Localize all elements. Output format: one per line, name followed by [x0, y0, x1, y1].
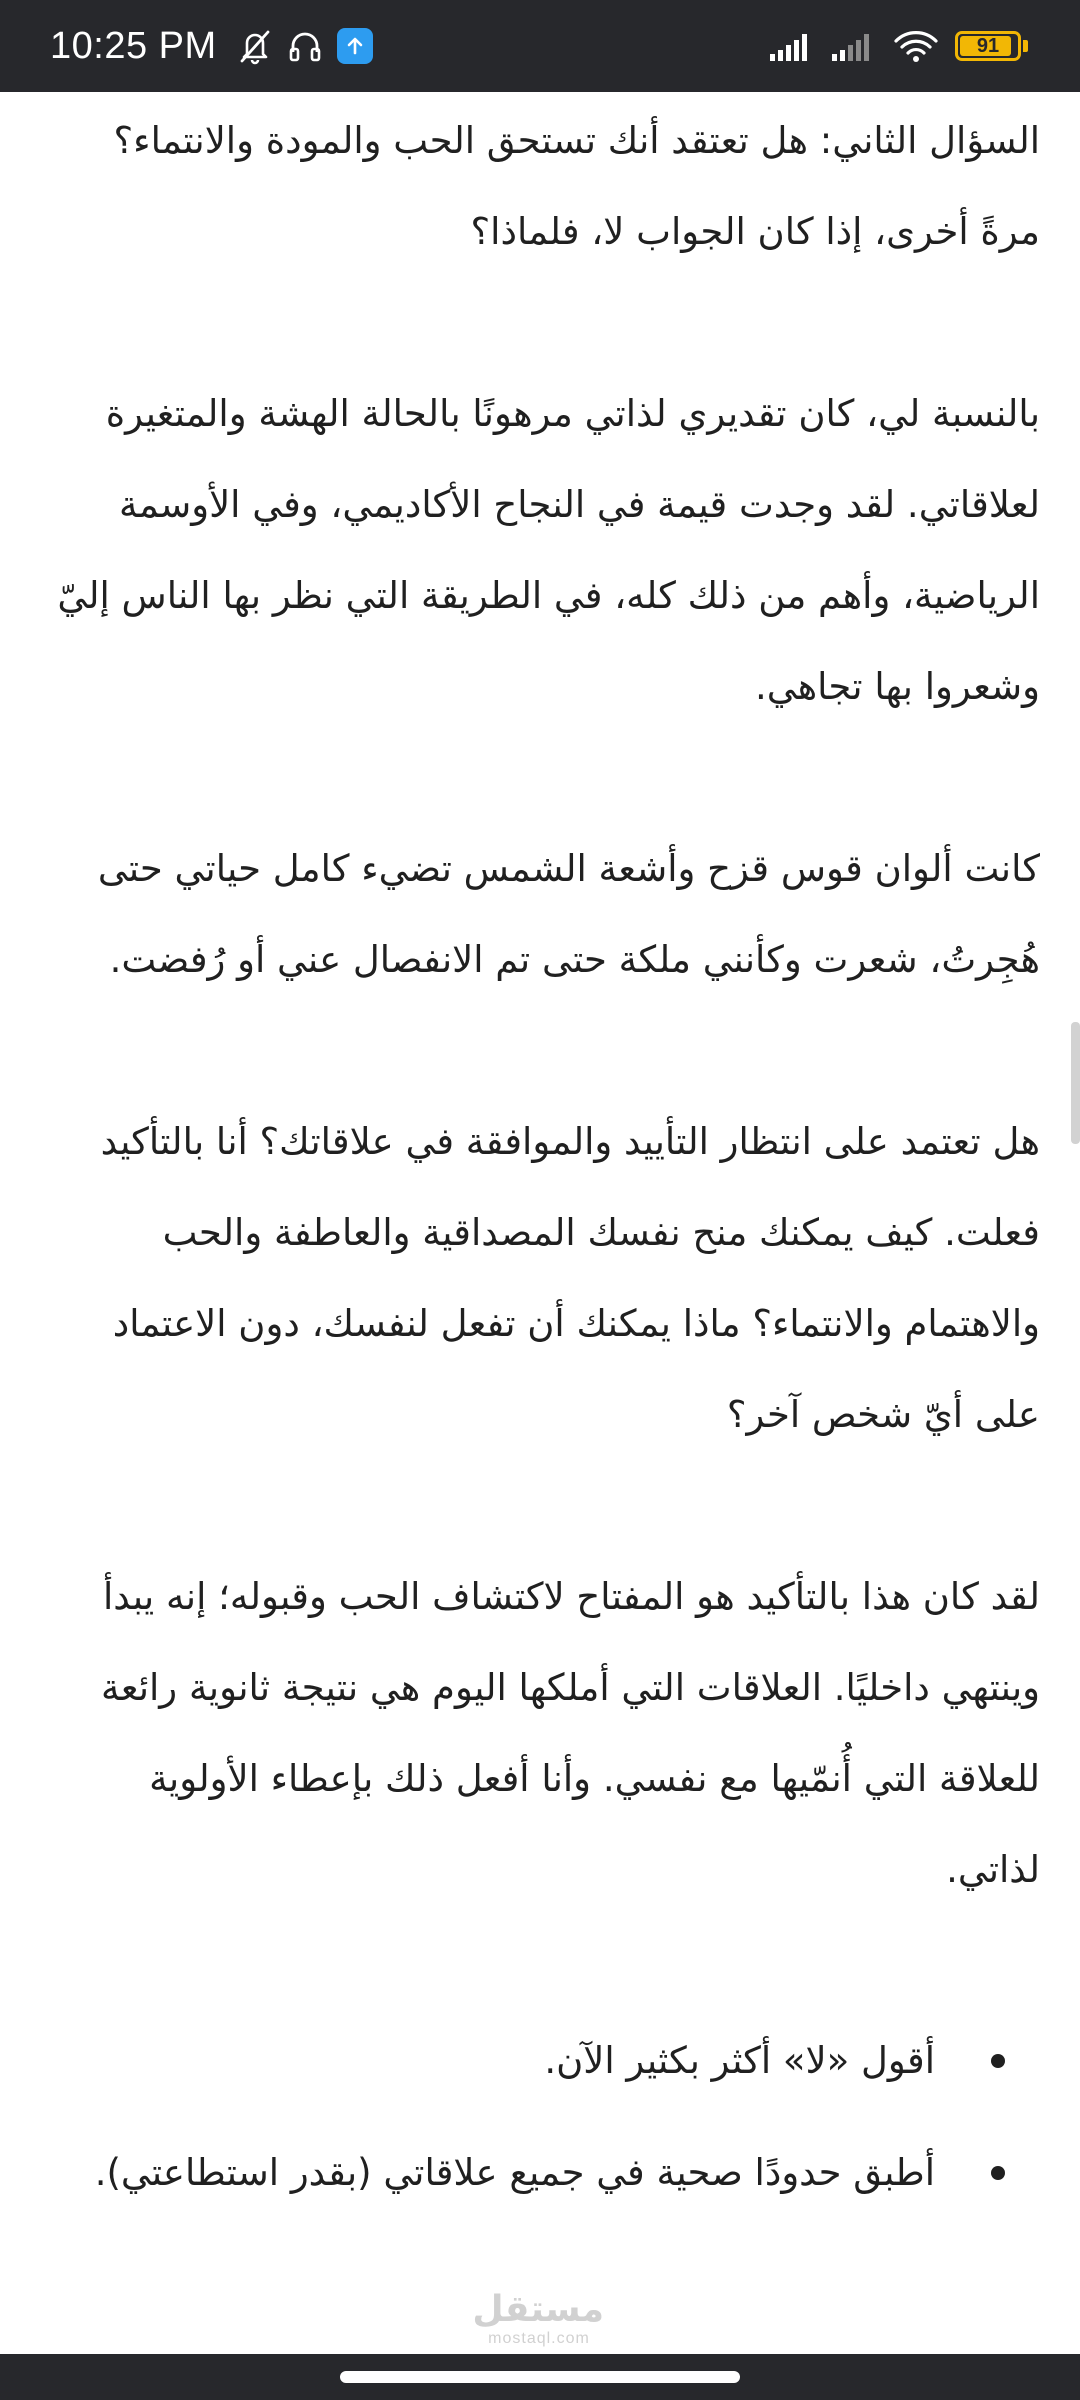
article-content[interactable]	[0, 92, 1080, 2354]
navigation-bar	[0, 2354, 1080, 2400]
wifi-icon	[893, 29, 939, 63]
signal-icon	[769, 30, 815, 62]
status-bar	[0, 0, 1080, 92]
battery-tip	[1023, 40, 1028, 52]
list-item: أقول «لا» أكثر بكثير الآن.	[44, 2006, 935, 2116]
article-text	[0, 95, 1080, 2228]
home-indicator[interactable]	[340, 2371, 740, 2383]
status-left	[50, 0, 373, 92]
upload-icon	[337, 28, 373, 64]
notifications-off-icon	[237, 27, 273, 65]
status-right	[769, 0, 1028, 92]
paragraph: السؤال الثاني: هل تعتقد أنك تستحق الحب والمودة والانتماء؟ مرةً أخرى، إذا كان الجواب لا، فلماذا؟	[113, 119, 1040, 253]
paragraph: كانت ألوان قوس قزح وأشعة الشمس تضيء كامل حياتي حتى هُجِرتُ، شعرت وكأنني ملكة حتى تم الانفصال عني أو رُفضت.	[97, 847, 1040, 981]
status-time: 10:25 PM	[50, 24, 217, 67]
watermark-latin: mostaql.com	[488, 2330, 590, 2347]
headphones-icon	[287, 28, 323, 64]
bullet-list	[44, 2006, 1040, 2228]
watermark-arabic: مستقل	[472, 2289, 604, 2330]
battery-level: 91	[976, 34, 1000, 57]
paragraph: بالنسبة لي، كان تقديري لذاتي مرهونًا بالحالة الهشة والمتغيرة لعلاقاتي. لقد وجدت قيمة في النجاح الأكاديمي، وفي الأوسمة الرياضية، وأهم من ذلك كله، في الطريقة التي نظر بها الناس إليّ وشعروا بها تجاهي.	[57, 392, 1040, 708]
signal-weak-icon	[831, 30, 877, 62]
battery-icon	[955, 31, 1021, 61]
watermark-logo	[474, 2290, 604, 2348]
paragraph: لقد كان هذا بالتأكيد هو المفتاح لاكتشاف الحب وقبوله؛ إنه يبدأ وينتهي داخليًا. العلاقات التي أملكها اليوم هي نتيجة ثانوية رائعة للعلاقة التي أُنمّيها مع نفسي. وأنا أفعل ذلك بإعطاء الأولوية لذاتي.	[101, 1575, 1040, 1891]
scrollbar-thumb[interactable]	[1071, 1022, 1080, 1144]
list-item: أطبق حدودًا صحية في جميع علاقاتي (بقدر استطاعتي).	[44, 2118, 935, 2228]
paragraph: هل تعتمد على انتظار التأييد والموافقة في علاقاتك؟ أنا بالتأكيد فعلت. كيف يمكنك منح نفسك المصداقية والعاطفة والحب والاهتمام والانتماء؟ ماذا يمكنك أن تفعل لنفسك، دون الاعتماد على أيّ شخص آخر؟	[100, 1120, 1040, 1436]
